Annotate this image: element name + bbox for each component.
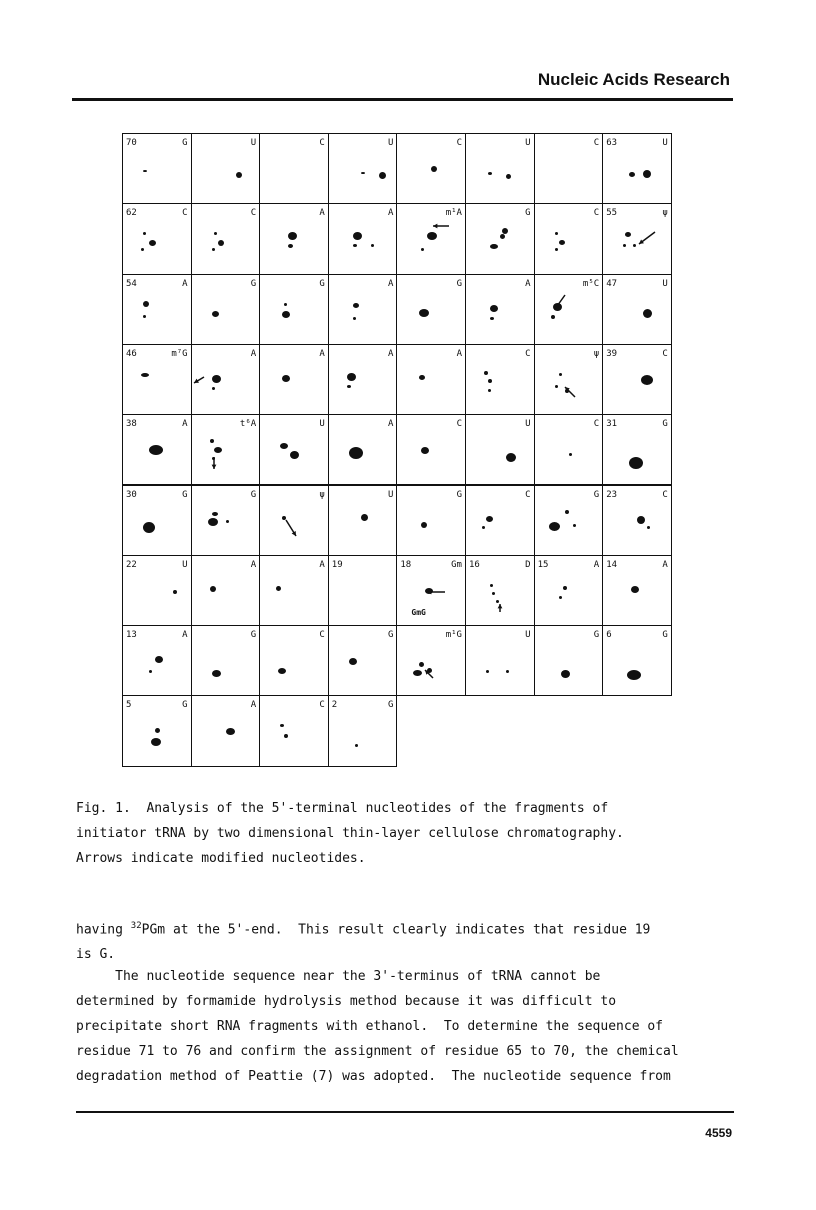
nucleotide-label: C <box>525 489 531 500</box>
nucleotide-label: C <box>319 700 325 711</box>
nucleotide-label: U <box>662 138 668 148</box>
nucleotide-label: A <box>387 419 394 430</box>
chromatography-spot <box>347 373 356 381</box>
chromatogram-cell <box>396 414 466 485</box>
chromatography-spot <box>173 590 177 594</box>
chromatography-spot <box>284 303 287 306</box>
residue-number: 23 <box>606 489 618 500</box>
nucleotide-label: ψ <box>593 348 600 359</box>
chromatography-spot <box>569 453 572 456</box>
chromatography-spot <box>627 670 641 680</box>
chromatography-spot <box>212 248 215 251</box>
nucleotide-label: G <box>662 419 668 430</box>
residue-number: 19 <box>331 559 343 570</box>
nucleotide-label: U <box>319 419 325 430</box>
chromatogram-cell <box>396 203 466 274</box>
chromatography-spot <box>482 526 485 529</box>
chromatography-spot <box>419 309 429 317</box>
nucleotide-label: ψ <box>662 208 668 219</box>
chromatography-spot <box>236 172 242 178</box>
chromatography-spot <box>486 516 493 522</box>
chromatogram-cell <box>396 555 466 626</box>
nucleotide-label: C <box>593 419 600 430</box>
nucleotide-label: U <box>250 138 257 148</box>
annotation-label: GmG <box>411 607 426 617</box>
nucleotide-label: A <box>182 419 188 430</box>
chromatogram-cell <box>191 414 261 485</box>
chromatogram-cell <box>259 625 329 696</box>
chromatogram-cell <box>602 485 672 556</box>
chromatogram-cell <box>328 133 398 204</box>
chromatogram-cell <box>191 344 261 415</box>
chromatography-spot <box>500 234 505 239</box>
chromatogram-cell <box>328 625 398 696</box>
nucleotide-label: A <box>319 208 325 219</box>
nucleotide-label: A <box>387 348 394 359</box>
residue-number: 70 <box>126 138 137 148</box>
chromatography-spot <box>555 248 558 251</box>
chromatogram-cell <box>465 625 535 696</box>
chromatography-spot <box>280 724 284 727</box>
chromatogram-cell <box>328 274 398 345</box>
chromatogram-cell <box>465 555 535 626</box>
nucleotide-label: A <box>456 348 462 359</box>
body-line: degradation method of Peattie (7) was adopted. The nucleotide sequence from <box>76 1069 671 1084</box>
chromatogram-cell <box>534 274 604 345</box>
nucleotide-label: U <box>662 278 668 289</box>
chromatography-spot <box>643 309 652 318</box>
nucleotide-label: C <box>593 138 600 148</box>
nucleotide-label: G <box>593 630 600 641</box>
nucleotide-label: G <box>387 630 394 641</box>
chromatography-spot <box>151 738 161 746</box>
chromatography-spot <box>226 728 235 735</box>
chromatography-spot <box>506 453 516 462</box>
chromatogram-cell <box>191 203 261 274</box>
nucleotide-label: m⁵C <box>582 278 600 289</box>
chromatography-spot <box>353 303 359 308</box>
residue-number: 18 <box>400 559 412 570</box>
chromatogram-cell <box>259 485 329 556</box>
chromatography-spot <box>290 451 299 459</box>
chromatogram-cell <box>122 625 192 696</box>
chromatogram-cell <box>259 133 329 204</box>
residue-number: 2 <box>331 700 338 711</box>
chromatography-spot <box>141 248 144 251</box>
nucleotide-label: C <box>662 489 668 500</box>
chromatography-spot <box>643 170 651 178</box>
chromatography-spot <box>637 516 645 524</box>
chromatography-spot <box>488 379 492 383</box>
chromatography-spot <box>149 445 163 455</box>
nucleotide-label: U <box>387 138 394 148</box>
body-paragraph-2 <box>76 964 736 1089</box>
modified-nucleotide-arrow-icon <box>466 556 534 626</box>
chromatography-spot <box>278 668 286 674</box>
chromatography-spot <box>155 656 163 663</box>
chromatogram-cell <box>191 695 261 766</box>
chromatogram-cell <box>259 203 329 274</box>
chromatogram-cell <box>396 344 466 415</box>
nucleotide-label: A <box>662 559 668 570</box>
chromatography-spot <box>555 232 558 235</box>
body-text: PGm at the 5'-end. This result clearly indicates that residue 19 <box>141 922 651 938</box>
chromatography-spot <box>631 586 639 593</box>
chromatogram-cell <box>122 485 192 556</box>
chromatography-spot <box>573 524 576 527</box>
chromatogram-cell <box>328 203 398 274</box>
residue-number: 31 <box>606 419 618 430</box>
chromatography-spot <box>559 596 562 599</box>
chromatography-spot <box>506 174 511 179</box>
chromatography-spot <box>371 244 374 247</box>
nucleotide-label: A <box>593 559 600 570</box>
modified-nucleotide-arrow-icon <box>603 204 671 274</box>
chromatogram-cell <box>465 344 535 415</box>
chromatography-spot <box>288 232 297 240</box>
chromatogram-cell <box>465 485 535 556</box>
chromatogram-cell <box>191 625 261 696</box>
chromatography-spot <box>210 586 216 592</box>
caption-line: Arrows indicate modified nucleotides. <box>76 851 366 866</box>
chromatography-spot <box>488 389 491 392</box>
nucleotide-label: G <box>456 278 462 289</box>
body-line: The nucleotide sequence near the 3'-terminus of tRNA cannot be <box>76 969 601 984</box>
chromatogram-cell <box>534 414 604 485</box>
modified-nucleotide-arrow-icon <box>192 345 260 415</box>
nucleotide-label: C <box>456 419 462 430</box>
nucleotide-label: C <box>593 208 600 219</box>
nucleotide-label: A <box>250 559 257 570</box>
chromatography-spot <box>143 232 146 235</box>
chromatography-spot <box>353 317 356 320</box>
chromatography-spot <box>488 172 492 175</box>
chromatogram-cell <box>602 414 672 485</box>
chromatography-spot <box>561 670 570 678</box>
chromatogram-cell <box>534 485 604 556</box>
chromatography-spot <box>353 244 357 247</box>
chromatography-spot <box>280 443 288 449</box>
residue-number: 54 <box>126 278 137 289</box>
chromatography-spot <box>353 232 362 240</box>
nucleotide-label: G <box>319 278 325 289</box>
nucleotide-label: C <box>525 348 531 359</box>
chromatography-spot <box>214 232 217 235</box>
nucleotide-label: G <box>182 700 188 711</box>
residue-number: 62 <box>126 208 137 219</box>
modified-nucleotide-arrow-icon <box>535 275 603 345</box>
nucleotide-label: G <box>182 138 188 148</box>
residue-number: 55 <box>606 208 618 219</box>
chromatogram-cell <box>602 133 672 204</box>
chromatography-spot <box>490 305 498 312</box>
chromatogram-cell <box>602 274 672 345</box>
chromatogram-cell <box>122 203 192 274</box>
nucleotide-label: G <box>387 700 394 711</box>
nucleotide-label: G <box>250 489 257 500</box>
chromatography-spot <box>282 375 290 382</box>
nucleotide-label: m⁷G <box>171 348 188 359</box>
journal-title: Nucleic Acids Research <box>537 70 730 89</box>
chromatogram-cell <box>534 133 604 204</box>
chromatography-spot <box>421 522 427 528</box>
residue-number: 38 <box>126 419 137 430</box>
chromatogram-cell <box>534 344 604 415</box>
chromatography-spot <box>212 512 218 516</box>
nucleotide-label: m¹G <box>445 630 462 641</box>
chromatography-spot <box>349 447 363 459</box>
chromatogram-cell <box>122 133 192 204</box>
figure-caption <box>76 796 736 871</box>
nucleotide-label: A <box>319 348 325 359</box>
nucleotide-label: D <box>525 559 531 570</box>
residue-number: 46 <box>126 348 137 359</box>
chromatography-spot <box>155 728 160 733</box>
nucleotide-label: A <box>387 278 394 289</box>
chromatography-spot <box>355 744 358 747</box>
chromatography-spot <box>349 658 357 665</box>
chromatography-spot <box>226 520 229 523</box>
chromatography-spot <box>559 240 565 245</box>
chromatogram-cell <box>122 344 192 415</box>
chromatography-spot <box>647 526 650 529</box>
nucleotide-label: G <box>250 630 257 641</box>
chromatogram-cell <box>122 555 192 626</box>
nucleotide-label: U <box>525 630 531 641</box>
residue-number: 63 <box>606 138 618 148</box>
chromatogram-cell <box>534 203 604 274</box>
chromatogram-cell <box>602 203 672 274</box>
residue-number: 15 <box>537 559 549 570</box>
residue-number: 16 <box>469 559 480 570</box>
residue-number: 14 <box>606 559 618 570</box>
chromatography-spot <box>361 172 365 174</box>
chromatography-spot <box>284 734 288 738</box>
chromatogram-cell <box>191 133 261 204</box>
chromatogram-cell <box>122 695 192 766</box>
body-line <box>76 914 736 942</box>
chromatography-spot <box>282 311 290 318</box>
chromatogram-cell <box>328 344 398 415</box>
chromatography-spot <box>143 170 147 172</box>
nucleotide-label: C <box>456 138 462 148</box>
nucleotide-label: U <box>182 559 188 570</box>
chromatogram-cell <box>259 344 329 415</box>
chromatography-spot <box>288 244 293 248</box>
residue-number: 5 <box>126 700 132 711</box>
chromatography-spot <box>629 457 643 469</box>
nucleotide-label: A <box>250 700 257 711</box>
chromatography-spot <box>347 385 351 388</box>
chromatogram-cell <box>602 625 672 696</box>
chromatogram-cell <box>534 625 604 696</box>
nucleotide-label: A <box>182 630 188 641</box>
body-line: residue 71 to 76 and confirm the assignment of residue 65 to 70, the chemical <box>76 1044 679 1059</box>
chromatography-spot <box>212 311 219 317</box>
body-line: determined by formamide hydrolysis method because it was difficult to <box>76 994 617 1009</box>
chromatography-spot <box>431 166 437 172</box>
nucleotide-label: U <box>387 489 394 500</box>
chromatography-spot <box>641 375 653 385</box>
modified-nucleotide-arrow-icon <box>397 204 465 274</box>
residue-number: 39 <box>606 348 618 359</box>
chromatography-spot <box>208 518 218 526</box>
nucleotide-label: t⁶A <box>239 419 257 430</box>
chromatogram-cell <box>191 274 261 345</box>
chromatogram-cell <box>259 695 329 766</box>
chromatogram-cell <box>396 133 466 204</box>
caption-line: Fig. 1. Analysis of the 5'-terminal nucleotides of the fragments of <box>76 801 609 816</box>
residue-number: 6 <box>606 630 612 641</box>
chromatogram-cell <box>396 625 466 696</box>
nucleotide-label: ψ <box>319 489 325 500</box>
chromatography-spot <box>484 371 488 375</box>
chromatography-spot <box>276 586 281 591</box>
body-text: having <box>76 922 131 938</box>
nucleotide-label: C <box>319 630 325 641</box>
chromatogram-cell <box>328 555 398 626</box>
chromatogram-cell <box>465 274 535 345</box>
nucleotide-label: G <box>662 630 668 641</box>
residue-number: 30 <box>126 489 137 500</box>
chromatography-spot <box>421 447 429 454</box>
residue-number: 13 <box>126 630 137 641</box>
chromatogram-cell <box>328 695 398 766</box>
nucleotide-label: G <box>250 278 257 289</box>
chromatography-spot <box>419 375 425 380</box>
chromatography-spot <box>212 670 221 677</box>
chromatography-spot <box>149 670 152 673</box>
page-number: 4559 <box>705 1126 732 1140</box>
residue-number: 47 <box>606 278 618 289</box>
body-line: precipitate short RNA fragments with ethanol. To determine the sequence of <box>76 1019 663 1034</box>
chromatogram-cell <box>328 485 398 556</box>
chromatography-spot <box>549 522 560 531</box>
nucleotide-label: G <box>525 208 531 219</box>
chromatogram-cell <box>122 274 192 345</box>
nucleotide-label: m¹A <box>445 208 462 219</box>
nucleotide-label: C <box>319 138 325 148</box>
modified-nucleotide-arrow-icon <box>397 626 465 696</box>
chromatogram-cell <box>191 555 261 626</box>
nucleotide-label: U <box>525 419 531 430</box>
chromatogram-cell <box>259 274 329 345</box>
nucleotide-label: C <box>662 348 668 359</box>
chromatography-spot <box>490 244 498 249</box>
nucleotide-label: C <box>250 208 257 219</box>
chromatogram-cell <box>602 344 672 415</box>
chromatography-spot <box>629 172 635 177</box>
caption-line: initiator tRNA by two dimensional thin-layer cellulose chromatography. <box>76 826 624 841</box>
nucleotide-label: A <box>250 348 257 359</box>
chromatogram-cell <box>259 414 329 485</box>
chromatogram-cell <box>602 555 672 626</box>
chromatogram-cell <box>465 203 535 274</box>
chromatogram-cell <box>328 414 398 485</box>
nucleotide-label: G <box>593 489 600 500</box>
chromatography-spot <box>563 586 567 590</box>
nucleotide-label: C <box>182 208 188 219</box>
chromatogram-cell <box>191 485 261 556</box>
chromatogram-cell <box>122 414 192 485</box>
residue-number: 22 <box>126 559 137 570</box>
chromatography-spot <box>506 670 509 673</box>
chromatography-spot <box>486 670 489 673</box>
chromatogram-cell <box>465 133 535 204</box>
modified-nucleotide-arrow-icon <box>192 415 260 485</box>
chromatogram-cell <box>534 555 604 626</box>
chromatography-spot <box>141 373 149 377</box>
body-line: is G. <box>76 947 116 963</box>
nucleotide-label: A <box>182 278 188 289</box>
superscript-32: 32 <box>130 921 142 931</box>
modified-nucleotide-arrow-icon <box>535 345 603 415</box>
chromatogram-cell <box>465 414 535 485</box>
nucleotide-label: A <box>387 208 394 219</box>
modified-nucleotide-arrow-icon <box>260 486 328 556</box>
nucleotide-label: G <box>456 489 462 500</box>
chromatography-spot <box>218 240 224 246</box>
nucleotide-label: A <box>319 559 325 570</box>
chromatography-spot <box>565 510 569 514</box>
chromatography-spot <box>143 315 146 318</box>
chromatogram-cell <box>396 485 466 556</box>
chromatography-spot <box>490 317 494 320</box>
chromatography-spot <box>143 301 149 307</box>
chromatography-spot <box>143 522 155 533</box>
chromatography-spot <box>149 240 156 246</box>
nucleotide-label: A <box>525 278 531 289</box>
footer-rule <box>76 1111 734 1113</box>
body-paragraph-1 <box>76 914 736 967</box>
nucleotide-label: U <box>525 138 531 148</box>
chromatography-spot <box>379 172 386 179</box>
chromatogram-cell <box>396 274 466 345</box>
modified-nucleotide-arrow-icon <box>397 556 465 626</box>
chromatogram-cell <box>259 555 329 626</box>
nucleotide-label: G <box>182 489 188 500</box>
chromatography-spot <box>361 514 368 521</box>
nucleotide-label: Gm <box>451 559 462 570</box>
